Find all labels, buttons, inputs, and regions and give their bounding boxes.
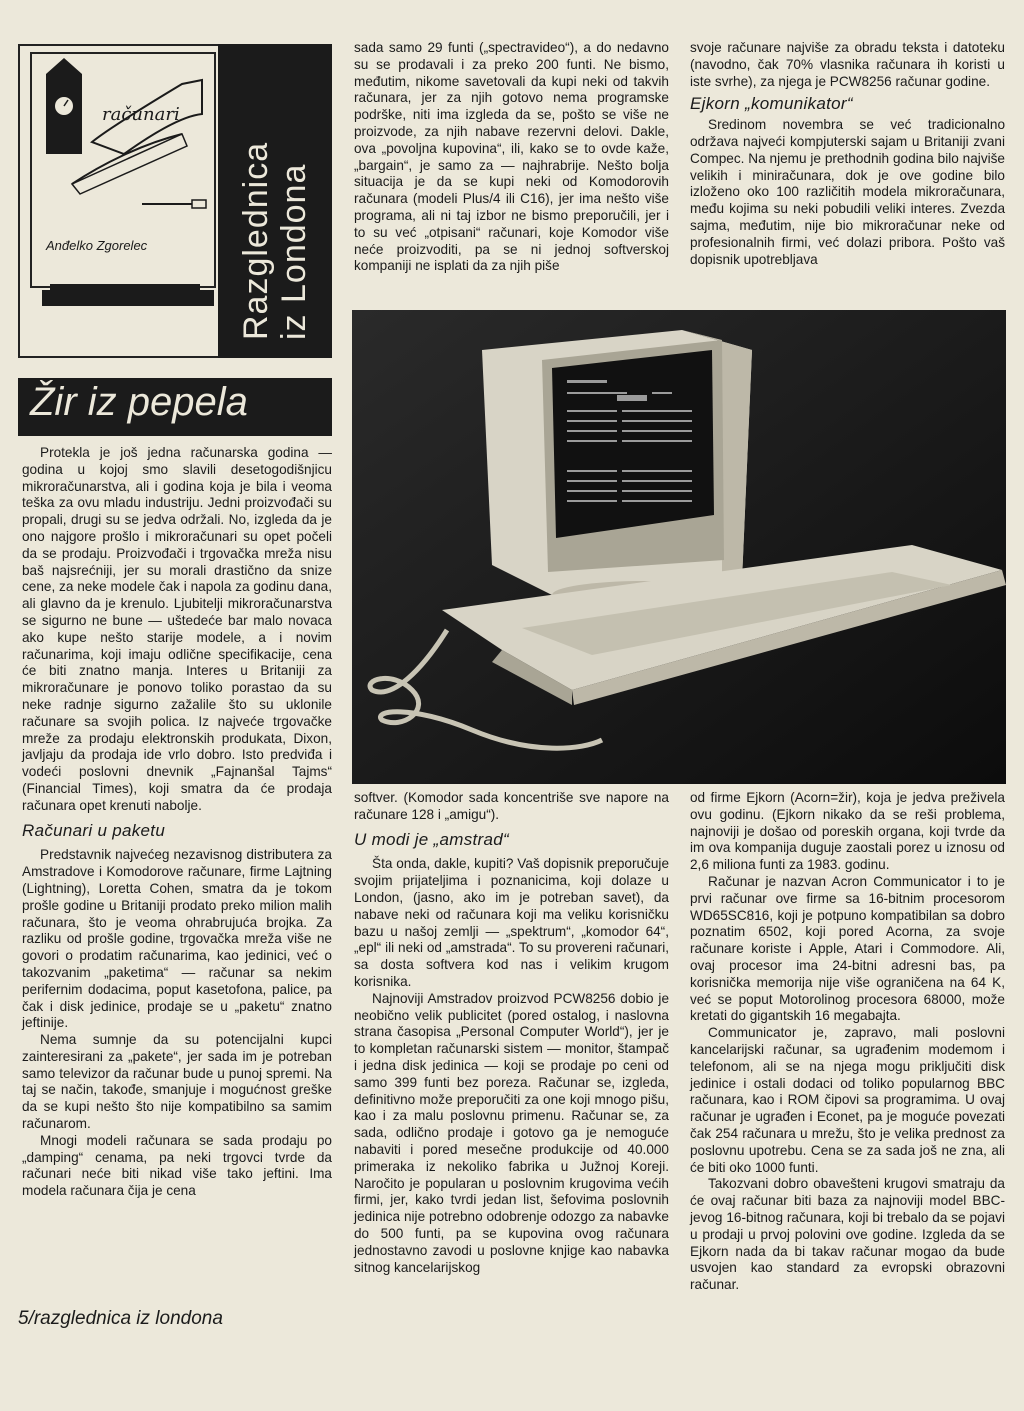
column-2-bottom (354, 790, 669, 1276)
paragraph: Nema sumnje da su potencijalni kupci zainteresirani za „pakete“, jer sada im je potreban samo televizor da računar bude u punoj spremi. Na taj se način, takođe, smanjuje i mogućnost greške da se kupi nešto što nije kompatibilno sa samim računarom. (22, 1032, 332, 1132)
paragraph: Protekla je još jedna računarska godina — godina u kojoj smo slavili desetogodišnjicu mikroračunarstva, ali i godina koja je bila i veoma teška za ovu mladu industriju. Jedni proizvođači su propali, drugi su se jedva održali. No, izgleda da je ono najgore prošlo i mikroračunari su opet počeli da se prodaju. Proizvođači i trgovačka mreža nisu baš najsrećniji, jer su morali drastično da snize cene, za neke modele čak i napola za godinu dana, ali glavno da je krenulo. Ljubitelji mikroračunarstva se sigurno ne bune — uštedeće bar malo novaca ako kupe nešto starije modele, a i novim računarima, koji imaju odlične specifikacije, cena će biti znatno manja. Interes u Britaniji za mikroračunare je ponovo toliko porastao da su neke radnje sigurno zažalile što su uklonile računare sa svojih polica. Iz najveće trgovačke mreže za prodaju elektronskih produkata, Dixon, javljaju da prodaja ide vrlo dobro. Isto predviđa i vodeći poslovni dnevnik „Fajnanšal Tajms“ (Financial Times), koji smatra da će prodaja računara opet krenuti nabolje. (22, 445, 332, 813)
rubric-title (218, 44, 332, 358)
computer-photo (352, 310, 1006, 784)
paragraph: od firme Ejkorn (Acorn=žir), koja je jedva preživela ovu godinu. (Ejkorn nikako da se reši problema, najnoviji je došao od poreskih organa, koji tvrde da im ova kompanija duguje zaostali porez u iznosu od 2,6 miliona funti za 1983. godinu. (690, 790, 1005, 873)
subheading: U modi je „amstrad“ (354, 829, 509, 849)
rubric-line1: Razglednica (237, 141, 275, 340)
paragraph: Računar je nazvan Acron Communicator i to je prvi računar ove firme sa 16-bitnim procesorom WD65SC816, koji je potpuno kompatibilan sa dobro poznatim 6502, koji pored Acorna, za svoje računare koriste i Apple, Atari i Commodore. Ali, ovaj procesor ima 24-bitni adresni bas, pa korisnička memorija nije više ograničena na 64 K, već se poput Motorolinog procesora 68000, može kretati do gigantskih 16 megabajta. (690, 873, 1005, 1024)
column-3-top (690, 40, 1005, 268)
paragraph: Takozvani dobro obavešteni krugovi smatraju da će ovaj računar biti baza za najnoviji model BBC-jevog 16-bitnog računara, koji bi trebalo da se pojavi u prodaji u prvoj polovini ove godine. Izgleda da se Ejkorn nada da bi takav računar mogao da bude usvojen kao standard za evropski obrazovni računar. (690, 1176, 1005, 1293)
subheading: Ejkorn „komunikator“ (690, 94, 853, 114)
column-3-bottom (690, 790, 1005, 1294)
column-1 (22, 445, 332, 1200)
rubric-line2: iz Londona (275, 163, 313, 340)
computer-illustration (352, 310, 1006, 784)
paragraph: Predstavnik najvećeg nezavisnog distributera za Amstradove i Komodorove računare, firme Lajtning (Lightning), Loretta Cohen, smatra da je tokom prošle godine u Britaniji prodato preko milion malih računara, što je veoma ohrabrujuća brojka. Za razliku od prošle godine, trgovačka mreža više ne govori o prodatim računarima, kao jedinici, već o takozvanim „paketima“ — računar sa nekim perifernim dodacima, poput kasetofona, palice, pa čak i disk jedinice, prodaje se u „paketu“ znatno jeftinije. (22, 847, 332, 1031)
paragraph: softver. (Komodor sada koncentriše sve napore na računare 128 i „amigu“). (354, 790, 669, 822)
column-2-top (354, 40, 669, 275)
rubric-band (218, 44, 332, 358)
paragraph: sada samo 29 funti („spectravideo“), a do nedavno su se prodavali i za preko 200 funti. Ne bismo, međutim, nikome savetovali da kupi neki od takvih računara, jer za njih gotovo nema programske podrške, niti ima izgleda da se, pošto se više ne proizvode, za njih nabave rezervni delovi. Dakle, ova „povoljna kupovina“, ili, kako se to ovde kaže, „bargain“, je samo za — najhrabrije. Nešto bolja situacija je da se kupi neki od Komodorovih računara (modeli Plus/4 ili C16), jer ima nešto više programa, ali ni taj izbor ne bismo preporučili, jer i to su već „otpisani“ računari, koje Komodor više neće proizvoditi, pa se ni jednoj softverskoj kompaniji ne isplati da za njih piše (354, 40, 669, 274)
paragraph: Sredinom novembra se već tradicionalno održava najveći kompjuterski sajam u Britaniji zvani Compec. Na njemu je prethodnih godina bilo najviše velikih i miniračunara, dok je ove godine bilo izloženo oko 100 različitih modela mikroračunara, među kojima su neki pobudili veliki interes. Zvezda sajma, međutim, nije bio mikroračunar neke od profesionalnih firmi, već dolazi pribora. Pošto vaš dopisnik upotrebljava (690, 117, 1005, 267)
article-title: Žir iz pepela (30, 380, 248, 424)
author-name: Anđelko Zgorelec (46, 238, 148, 253)
logo-text: računari (102, 104, 180, 125)
paragraph: Najnoviji Amstradov proizvod PCW8256 dobio je neobično velik publicitet (pored ostalog, i naslovna strana časopisa „Personal Computer World“), jer je to kompletan računarski sistem — monitor, štampač i jedna disk jedinica — koji se prodaje po ceni od samo 399 funti bez poreza. Računar se, izgleda, definitivno može preporučiti za one koji mnogo pišu, kao i za malu poslovnu primenu. Računar se, za sada, odlično prodaje i gotovo ga je nemoguće nabaviti i pored mesečne produkcije od 40.000 primeraka iz nekoliko fabrika u Južnoj Koreji. Naročito je popularan u poslovnim krugovima većih firmi, jer, kako tvrdi jedan list, šefovima poslovnih jedinica nije potrebno odobrenje odozgo za nabavke do 500 funti, pa se kupovina ovog računara jednostavno zavodi u poslovne knjige kao nabavka sitnog kancelarijskog (354, 990, 669, 1275)
paragraph: Communicator je, zapravo, mali poslovni kancelarijski računar, sa ugrađenim modemom i telefonom, ali se na njega mogu priključiti disk jedinice i ostali dodaci od toliko popularnog BBC računara, kao i ROM čipovi sa programima. U ovaj računar je ugrađen i Econet, pa je moguće povezati čak 254 računara u mrežu, što je velika prednost za poslovnu upotrebu. Cena se za sada još ne zna, ali će biti oko 1000 funti. (690, 1025, 1005, 1175)
paragraph: svoje računare najviše za obradu teksta i datoteku (navodno, čak 70% vlasnika računara ih koristi u iste svrhe), za njega je PCW8256 računar godine. (690, 40, 1005, 89)
subheading: Računari u paketu (22, 820, 166, 840)
page-footer: 5/razglednica iz londona (18, 1308, 223, 1329)
keyboard-drawing (40, 282, 216, 312)
paragraph: Mnogi modeli računara se sada prodaju po „damping“ cenama, pa neki trgovci tvrde da računari neće biti nikad više tako jeftini. Ima modela računara čija je cena (22, 1132, 332, 1199)
paragraph: Šta onda, dakle, kupiti? Vaš dopisnik preporučuje svojim prijateljima i poznanicima, koji dolaze u London, (jasno, ako im je potreban savet), da nabave neki od računara koji ma veliku korisničku bazu u našoj zemlji — „spektrum“, „komodor 64“, „epl“ ili neki od „amstrada“. To su provereni računari, sa dosta softvera kod nas i velikim krugom korisnika. (354, 856, 669, 989)
